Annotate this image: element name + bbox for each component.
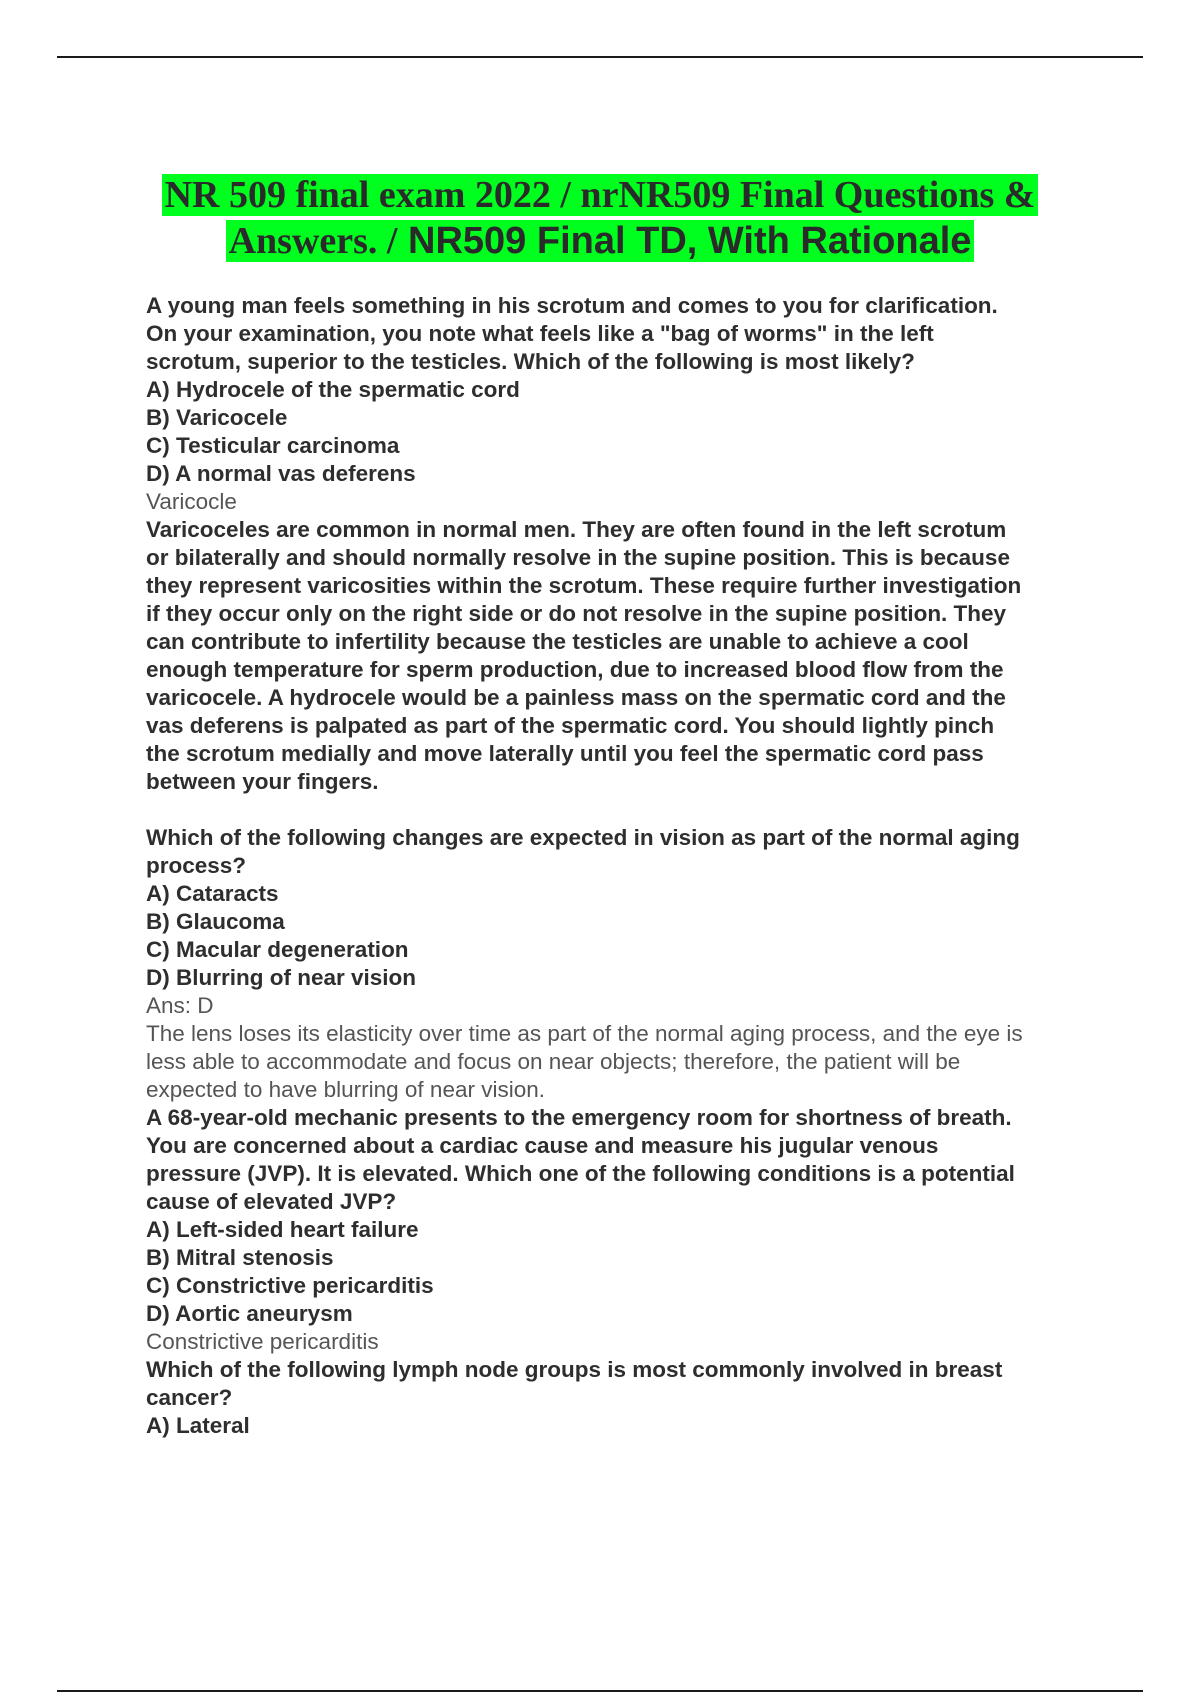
- rationale-line: enough temperature for sperm production, due to increased blood flow from the: [146, 657, 1004, 682]
- question-stem-line: scrotum, superior to the testicles. Which of the following is most likely?: [146, 349, 915, 374]
- option-a: A) Hydrocele of the spermatic cord: [146, 377, 520, 402]
- title-line-2-serif: Answers. /: [228, 220, 398, 262]
- question-3: [146, 1104, 1096, 1356]
- rationale-line: they represent varicosities within the scrotum. These require further investigation: [146, 573, 1022, 598]
- question-stem-line: A young man feels something in his scrotum and comes to you for clarification.: [146, 293, 998, 318]
- question-stem-line: process?: [146, 853, 247, 878]
- rationale-line: less able to accommodate and focus on near objects; therefore, the patient will be: [146, 1049, 961, 1074]
- question-2: [146, 824, 1096, 1104]
- document-title: [60, 172, 1140, 264]
- option-a: A) Lateral: [146, 1413, 250, 1438]
- option-d: D) A normal vas deferens: [146, 461, 416, 486]
- rationale-line: varicocele. A hydrocele would be a painless mass on the spermatic cord and the: [146, 685, 1006, 710]
- title-line-2-sans: NR509 Final TD, With Rationale: [397, 220, 972, 262]
- rationale-line: or bilaterally and should normally resolve in the supine position. This is because: [146, 545, 1010, 570]
- question-stem-line: You are concerned about a cardiac cause and measure his jugular venous: [146, 1133, 939, 1158]
- question-stem-line: A 68-year-old mechanic presents to the emergency room for shortness of breath.: [146, 1105, 1012, 1130]
- question-stem-line: Which of the following changes are expected in vision as part of the normal aging: [146, 825, 1020, 850]
- rationale-line: can contribute to infertility because the testicles are unable to achieve a cool: [146, 629, 969, 654]
- bottom-rule: [57, 1690, 1143, 1692]
- rationale-line: the scrotum medially and move laterally until you feel the spermatic cord pass: [146, 741, 984, 766]
- option-a: A) Cataracts: [146, 881, 279, 906]
- question-stem-line: On your examination, you note what feels like a "bag of worms" in the left: [146, 321, 934, 346]
- option-b: B) Glaucoma: [146, 909, 285, 934]
- rationale-line: Varicoceles are common in normal men. They are often found in the left scrotum: [146, 517, 1007, 542]
- title-line-2: [226, 220, 975, 262]
- question-stem-line: cancer?: [146, 1385, 233, 1410]
- rationale-line: between your fingers.: [146, 769, 379, 794]
- rationale-line: vas deferens is palpated as part of the spermatic cord. You should lightly pinch: [146, 713, 995, 738]
- option-b: B) Mitral stenosis: [146, 1245, 334, 1270]
- option-c: C) Macular degeneration: [146, 937, 409, 962]
- option-b: B) Varicocele: [146, 405, 288, 430]
- rationale-line: The lens loses its elasticity over time as part of the normal aging process, and the eye is: [146, 1021, 1023, 1046]
- title-line-1: NR 509 final exam 2022 / nrNR509 Final Questions &: [162, 174, 1039, 216]
- document-body: [146, 292, 1096, 1440]
- question-stem-line: Which of the following lymph node groups is most commonly involved in breast: [146, 1357, 1003, 1382]
- question-4: [146, 1356, 1096, 1440]
- paragraph-gap: [146, 796, 1096, 824]
- answer-text: Ans: D: [146, 993, 214, 1018]
- option-d: D) Blurring of near vision: [146, 965, 417, 990]
- option-c: C) Testicular carcinoma: [146, 433, 400, 458]
- rationale-line: expected to have blurring of near vision.: [146, 1077, 545, 1102]
- option-c: C) Constrictive pericarditis: [146, 1273, 434, 1298]
- question-stem-line: cause of elevated JVP?: [146, 1189, 397, 1214]
- top-rule: [57, 56, 1143, 58]
- question-1: [146, 292, 1096, 796]
- rationale-line: if they occur only on the right side or do not resolve in the supine position. They: [146, 601, 1007, 626]
- option-a: A) Left-sided heart failure: [146, 1217, 419, 1242]
- option-d: D) Aortic aneurysm: [146, 1301, 353, 1326]
- answer-text: Varicocle: [146, 489, 237, 514]
- question-stem-line: pressure (JVP). It is elevated. Which one of the following conditions is a potential: [146, 1161, 1015, 1186]
- answer-text: Constrictive pericarditis: [146, 1329, 379, 1354]
